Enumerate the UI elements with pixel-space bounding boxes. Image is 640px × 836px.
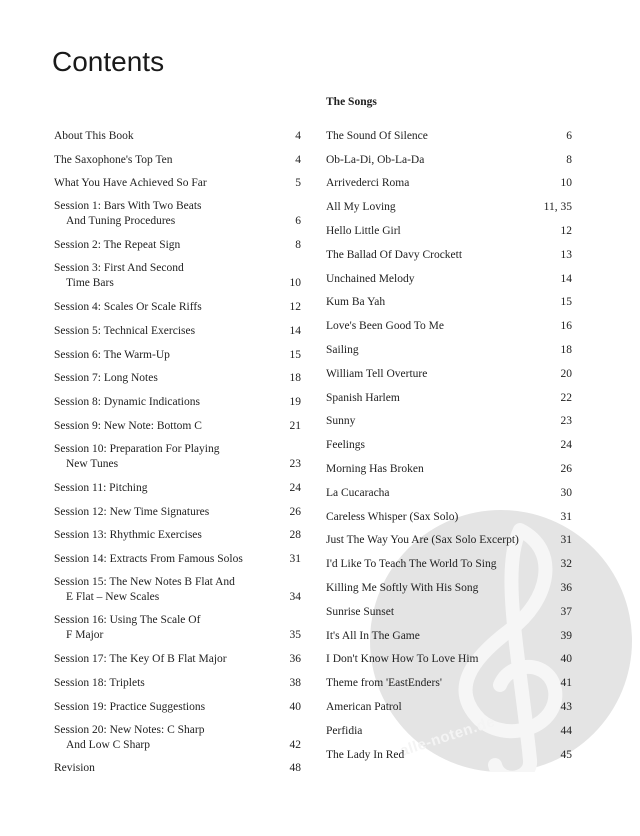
entry-title — [54, 652, 282, 667]
entry-title-line: Spanish Harlem — [326, 391, 400, 404]
toc-entry[interactable] — [326, 649, 572, 673]
toc-entry[interactable] — [54, 258, 301, 296]
entry-title — [326, 224, 553, 239]
page-number: 37 — [560, 605, 572, 618]
toc-entry[interactable] — [326, 196, 572, 220]
toc-entry[interactable] — [326, 149, 572, 173]
toc-entry[interactable] — [54, 720, 301, 758]
entry-title-line: American Patrol — [326, 700, 402, 713]
entry-title — [54, 505, 282, 520]
entry-title-line: William Tell Overture — [326, 367, 428, 380]
toc-entry[interactable] — [54, 125, 301, 149]
page-number: 14 — [289, 324, 301, 337]
entry-title-line: Unchained Melody — [326, 272, 415, 285]
page-number: 6 — [566, 129, 572, 142]
entry-title — [326, 676, 553, 691]
toc-entry[interactable] — [326, 458, 572, 482]
page-number: 23 — [560, 415, 572, 428]
toc-entry[interactable] — [326, 244, 572, 268]
entry-title-line: Session 3: First And Second — [54, 262, 184, 275]
entry-title — [54, 371, 282, 386]
entry-title-line: F Major — [66, 629, 104, 642]
entry-title-line: What You Have Achieved So Far — [54, 177, 207, 190]
toc-entry[interactable] — [54, 296, 301, 320]
page-number: 16 — [560, 320, 572, 333]
entry-title-line: It's All In The Game — [326, 629, 420, 642]
entry-title — [54, 676, 282, 691]
toc-entry[interactable] — [54, 672, 301, 696]
toc-entry[interactable] — [54, 344, 301, 368]
page-number: 20 — [560, 367, 572, 380]
entry-title — [326, 462, 553, 477]
page-number: 24 — [560, 439, 572, 452]
entry-title-line: Sunny — [326, 415, 356, 428]
page-number: 43 — [560, 700, 572, 713]
entry-title-line: The Sound Of Silence — [326, 129, 428, 142]
entry-title-line: Feelings — [326, 439, 365, 452]
toc-entry[interactable] — [326, 672, 572, 696]
toc-entry[interactable] — [326, 268, 572, 292]
entry-title-line: I'd Like To Teach The World To Sing — [326, 558, 497, 571]
page-number: 26 — [289, 505, 301, 518]
entry-title — [54, 419, 282, 434]
page-number: 13 — [560, 248, 572, 261]
entry-title-line: Sailing — [326, 343, 359, 356]
toc-entry[interactable] — [326, 720, 572, 744]
entry-title-line: La Cucaracha — [326, 486, 390, 499]
entry-title-line: Session 16: Using The Scale Of — [54, 614, 201, 627]
entry-title — [326, 176, 553, 191]
toc-entry[interactable] — [326, 530, 572, 554]
page-number: 21 — [289, 419, 301, 432]
toc-entry[interactable] — [326, 553, 572, 577]
page-number: 5 — [295, 177, 301, 190]
page-number: 40 — [289, 700, 301, 713]
entry-title-line: I Don't Know How To Love Him — [326, 653, 479, 666]
page-number: 32 — [560, 558, 572, 571]
entry-title — [326, 295, 553, 310]
page-number: 23 — [289, 457, 301, 470]
entry-title-line: Session 5: Technical Exercises — [54, 324, 196, 337]
toc-entry[interactable] — [326, 363, 572, 387]
entry-title — [54, 348, 282, 363]
entry-title — [326, 200, 536, 215]
page-number: 31 — [560, 510, 572, 523]
page-number: 39 — [560, 629, 572, 642]
toc-entry[interactable] — [326, 744, 572, 768]
toc-entry[interactable] — [326, 506, 572, 530]
toc-entry[interactable] — [326, 482, 572, 506]
entry-title — [326, 557, 553, 572]
entry-title-line: Session 9: New Note: Bottom C — [54, 419, 202, 432]
entry-title-line: Session 13: Rhythmic Exercises — [54, 529, 202, 542]
entry-title — [54, 261, 282, 291]
entry-title — [54, 324, 282, 339]
page-title: Contents — [52, 46, 165, 77]
page-number: 22 — [560, 391, 572, 404]
entry-title-line: Session 2: The Repeat Sign — [54, 239, 181, 252]
toc-entry[interactable] — [54, 368, 301, 392]
entry-title — [54, 442, 282, 472]
entry-title — [326, 533, 553, 548]
entry-title — [326, 129, 558, 144]
entry-title — [54, 153, 287, 168]
entry-title — [326, 272, 553, 287]
entry-title — [326, 510, 553, 525]
entry-title — [54, 528, 282, 543]
toc-entry[interactable] — [54, 196, 301, 234]
toc-entry[interactable] — [326, 625, 572, 649]
toc-entry[interactable] — [326, 315, 572, 339]
entry-title — [326, 319, 553, 334]
page-number: 4 — [295, 129, 301, 142]
toc-entry[interactable] — [54, 391, 301, 415]
page-number: 18 — [560, 343, 572, 356]
entry-title-line: Morning Has Broken — [326, 462, 424, 475]
entry-title-line: Session 12: New Time Signatures — [54, 505, 210, 518]
page-number: 14 — [560, 272, 572, 285]
toc-entry[interactable] — [54, 173, 301, 197]
toc-entry[interactable] — [54, 477, 301, 501]
entry-title-line: Session 4: Scales Or Scale Riffs — [54, 300, 202, 313]
page-number: 15 — [560, 296, 572, 309]
page-number: 45 — [560, 748, 572, 761]
entry-title — [326, 343, 553, 358]
entry-title-line: Session 15: The New Notes B Flat And — [54, 576, 235, 589]
entry-title — [54, 723, 282, 753]
entry-title-line: Session 1: Bars With Two Beats — [54, 200, 202, 213]
page-number: 4 — [295, 153, 301, 166]
entry-title-line: New Tunes — [66, 457, 119, 470]
toc-entry[interactable] — [326, 696, 572, 720]
toc-entry[interactable] — [54, 548, 301, 572]
entry-title-line: All My Loving — [326, 201, 396, 214]
page-number: 10 — [560, 177, 572, 190]
page-number: 44 — [560, 724, 572, 737]
entry-title-line: Session 14: Extracts From Famous Solos — [54, 553, 243, 566]
page-number: 11, 35 — [543, 201, 572, 214]
page-number: 19 — [289, 396, 301, 409]
entry-title-line: Time Bars — [66, 277, 114, 290]
toc-entry[interactable] — [326, 339, 572, 363]
entry-title — [326, 414, 553, 429]
entry-title — [326, 605, 553, 620]
toc-entry[interactable] — [54, 415, 301, 439]
entry-title — [326, 629, 553, 644]
entry-title-line: Killing Me Softly With His Song — [326, 581, 479, 594]
toc-entry[interactable] — [326, 434, 572, 458]
watermark-text: alle-noten.de — [397, 713, 498, 760]
toc-entry[interactable] — [326, 411, 572, 435]
entry-title-line: Revision — [54, 762, 95, 775]
entry-title — [54, 395, 282, 410]
page-number: 41 — [560, 677, 572, 690]
entry-title-line: Session 18: Triplets — [54, 676, 145, 689]
toc-entry[interactable] — [326, 220, 572, 244]
page-number: 15 — [289, 348, 301, 361]
entry-title-line: Just The Way You Are (Sax Solo Excerpt) — [326, 534, 519, 547]
page-number: 8 — [566, 153, 572, 166]
songs-list — [326, 125, 572, 768]
toc-entry[interactable] — [54, 758, 301, 782]
entry-title-line: Session 6: The Warm-Up — [54, 348, 170, 361]
toc-entry[interactable] — [54, 439, 301, 477]
entry-title-line: E Flat – New Scales — [66, 591, 160, 604]
entry-title-line: The Lady In Red — [326, 748, 405, 761]
entry-title-line: The Saxophone's Top Ten — [54, 153, 173, 166]
entry-title — [54, 761, 282, 776]
page-number: 12 — [560, 224, 572, 237]
toc-entry[interactable] — [54, 572, 301, 610]
entry-title — [54, 176, 287, 191]
entry-title-line: Session 7: Long Notes — [54, 372, 158, 385]
entry-title-line: Session 17: The Key Of B Flat Major — [54, 652, 227, 665]
entry-title-line: Perfidia — [326, 724, 363, 737]
page-number: 31 — [560, 534, 572, 547]
page-number: 12 — [289, 300, 301, 313]
entry-title — [54, 700, 282, 715]
page-number: 28 — [289, 529, 301, 542]
entry-title-line: And Low C Sharp — [66, 738, 151, 751]
entry-title-line: Session 10: Preparation For Playing — [54, 442, 220, 455]
entry-title-line: Session 11: Pitching — [54, 481, 148, 494]
entry-title — [326, 248, 553, 263]
page-number: 48 — [289, 762, 301, 775]
entry-title — [326, 153, 558, 168]
toc-entry[interactable] — [54, 648, 301, 672]
entry-title-line: About This Book — [54, 129, 134, 142]
page-number: 31 — [289, 553, 301, 566]
page-number: 6 — [295, 215, 301, 228]
entry-title — [54, 613, 282, 643]
toc-entry[interactable] — [54, 234, 301, 258]
entry-title-line: Theme from 'EastEnders' — [326, 677, 442, 690]
page-number: 30 — [560, 486, 572, 499]
entry-title-line: Session 19: Practice Suggestions — [54, 700, 206, 713]
entry-title — [54, 300, 282, 315]
entry-title-line: Sunrise Sunset — [326, 605, 395, 618]
page-number: 40 — [560, 653, 572, 666]
entry-title-line: And Tuning Procedures — [66, 215, 176, 228]
page-number: 42 — [289, 738, 301, 751]
entry-title — [54, 129, 287, 144]
toc-entry[interactable] — [326, 125, 572, 149]
page-number: 35 — [289, 629, 301, 642]
toc-entry[interactable] — [326, 173, 572, 197]
entry-title-line: Arrivederci Roma — [326, 177, 410, 190]
entry-title — [54, 552, 282, 567]
entry-title-line: Ob-La-Di, Ob-La-Da — [326, 153, 425, 166]
toc-entry[interactable] — [326, 292, 572, 316]
page-number: 36 — [289, 652, 301, 665]
entry-title — [54, 575, 282, 605]
toc-entry[interactable] — [54, 320, 301, 344]
entry-title — [326, 438, 553, 453]
entry-title — [326, 652, 553, 667]
page-number: 26 — [560, 462, 572, 475]
page-number: 38 — [289, 676, 301, 689]
toc-entry[interactable] — [54, 501, 301, 525]
toc-entry[interactable] — [326, 387, 572, 411]
entry-title-line: Session 8: Dynamic Indications — [54, 396, 200, 409]
toc-entry[interactable] — [326, 577, 572, 601]
entry-title-line: Kum Ba Yah — [326, 296, 386, 309]
entry-title — [326, 748, 553, 763]
toc-entry[interactable] — [54, 610, 301, 648]
page-number: 34 — [289, 591, 301, 604]
entry-title-line: Love's Been Good To Me — [326, 320, 444, 333]
toc-entry[interactable] — [54, 525, 301, 549]
page-number: 24 — [289, 481, 301, 494]
entry-title — [54, 238, 287, 253]
toc-entry[interactable] — [54, 696, 301, 720]
entry-title-line: Careless Whisper (Sax Solo) — [326, 510, 459, 523]
entry-title-line: Session 20: New Notes: C Sharp — [54, 723, 205, 736]
page-number: 8 — [295, 239, 301, 252]
toc-entry[interactable] — [54, 149, 301, 173]
entry-title — [326, 581, 553, 596]
entry-title — [54, 199, 287, 229]
entry-title — [326, 700, 553, 715]
contents-list — [54, 125, 301, 781]
toc-entry[interactable] — [326, 601, 572, 625]
entry-title-line: Hello Little Girl — [326, 224, 401, 237]
page-number: 36 — [560, 581, 572, 594]
page-number: 10 — [289, 277, 301, 290]
page-number: 18 — [289, 372, 301, 385]
entry-title — [326, 391, 553, 406]
entry-title-line: The Ballad Of Davy Crockett — [326, 248, 463, 261]
entry-title — [326, 724, 553, 739]
entry-title — [326, 486, 553, 501]
entry-title — [54, 481, 282, 496]
songs-heading: The Songs — [326, 96, 377, 108]
entry-title — [326, 367, 553, 382]
